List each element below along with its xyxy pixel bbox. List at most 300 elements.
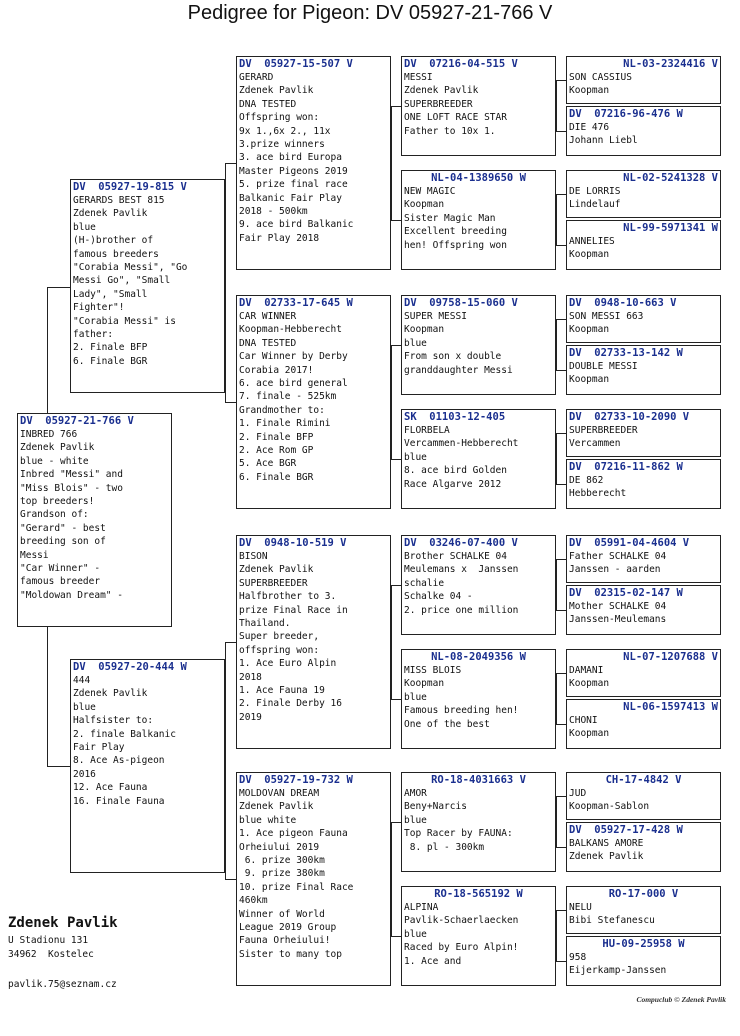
description-line: Vercammen xyxy=(569,438,621,450)
ring-number: DV 05991-04-4604 V xyxy=(569,537,690,549)
description-line: 5. prize final race xyxy=(239,179,348,191)
description-line: ONE LOFT RACE STAR xyxy=(404,112,507,124)
connector-line xyxy=(225,879,236,880)
bird-description xyxy=(567,185,720,212)
bird-description xyxy=(567,550,720,577)
description-line: (H-)brother of xyxy=(73,235,154,247)
description-line: "Car Winner" - xyxy=(20,563,101,575)
description-line: Master Pigeons 2019 xyxy=(239,165,348,177)
connector-line xyxy=(556,194,557,245)
pedigree-card-sire[interactable] xyxy=(70,179,225,393)
ring-number: DV 05927-20-444 W xyxy=(73,661,187,673)
description-line: GERARDS BEST 815 xyxy=(73,195,165,206)
ring-number: NL-03-2324416 V xyxy=(623,58,718,70)
description-line: 16. Finale Fauna xyxy=(73,795,165,807)
connector-line xyxy=(556,847,566,848)
bird-description xyxy=(567,787,720,814)
description-line: Koopman xyxy=(569,678,610,690)
bird-description xyxy=(567,664,720,691)
description-line: Inbred "Messi" and xyxy=(20,469,123,481)
description-line: blue xyxy=(404,691,427,703)
description-line: Koopman-Sablon xyxy=(569,801,650,813)
description-line: Grandmother to: xyxy=(239,404,325,416)
pedigree-card-g1[interactable] xyxy=(566,56,721,104)
description-line: Vercammen-Hebberecht xyxy=(404,438,519,450)
description-line: SUPER MESSI xyxy=(404,311,467,322)
connector-line xyxy=(391,936,401,937)
description-line: 6. Finale BGR xyxy=(73,355,148,367)
ring-number: DV 09758-15-060 V xyxy=(404,297,518,309)
connector-line xyxy=(556,673,566,674)
description-line: Fair Play 2018 xyxy=(239,232,320,244)
description-line: 8. Ace As-pigeon xyxy=(73,755,165,767)
description-line: Offspring won: xyxy=(239,112,320,124)
description-line: Messi xyxy=(20,549,49,561)
connector-line xyxy=(556,245,566,246)
pedigree-card-dss[interactable] xyxy=(401,535,556,635)
pedigree-card-dam-sire[interactable] xyxy=(236,535,391,749)
description-line: Father to 10x 1. xyxy=(404,125,496,137)
description-line: Zdenek Pavlik xyxy=(404,85,479,97)
description-line: Johann Liebl xyxy=(569,135,638,147)
description-line: Sister Magic Man xyxy=(404,212,496,224)
ring-number: DV 05927-15-507 V xyxy=(239,58,353,70)
pedigree-card-g13[interactable] xyxy=(566,772,721,820)
description-line: SUPERBREEDER xyxy=(404,98,473,110)
description-line: Janssen-Meulemans xyxy=(569,614,667,626)
pedigree-card-g8[interactable] xyxy=(566,459,721,509)
bird-description xyxy=(402,310,555,377)
breeder-email[interactable]: pavlik.75@seznam.cz xyxy=(8,979,117,990)
ring-number: DV 02733-13-142 W xyxy=(569,347,683,359)
description-line: Koopman xyxy=(569,324,610,336)
description-line: MOLDOVAN DREAM xyxy=(239,788,320,799)
description-line: DOUBLE MESSI xyxy=(569,361,638,372)
bird-description xyxy=(567,360,720,387)
description-line: Car Winner by Derby xyxy=(239,351,348,363)
description-line: 3. ace bird Europa xyxy=(239,152,342,164)
bird-description xyxy=(567,235,720,262)
pedigree-card-ssd[interactable] xyxy=(401,170,556,270)
description-line: ALPINA xyxy=(404,902,439,913)
description-line: 2. Finale BFP xyxy=(239,431,314,443)
breeder-name: Zdenek Pavlik xyxy=(8,915,118,931)
pedigree-card-g11[interactable] xyxy=(566,649,721,697)
ring-number: RO-18-4031663 V xyxy=(431,774,526,786)
ring-number: DV 02315-02-147 W xyxy=(569,587,683,599)
description-line: "Moldowan Dream" - xyxy=(20,589,123,601)
pedigree-card-sss[interactable] xyxy=(401,56,556,156)
connector-line xyxy=(391,345,392,459)
description-line: 2. Finale BFP xyxy=(73,342,148,354)
description-line: JUD xyxy=(569,788,587,799)
bird-description xyxy=(237,550,390,724)
description-line: "Corabia Messi", "Go xyxy=(73,262,188,274)
page-title: Pedigree for Pigeon: DV 05927-21-766 V xyxy=(187,2,553,24)
description-line: Koopman xyxy=(569,249,610,261)
description-line: Zdenek Pavlik xyxy=(569,851,644,863)
description-line: offspring won: xyxy=(239,644,320,656)
breeder-address-line-2: 34962 Kostelec xyxy=(8,949,94,960)
ring-number: DV 05927-19-732 W xyxy=(239,774,353,786)
description-line: Grandson of: xyxy=(20,509,89,521)
breeder-address-line-1: U Stadionu 131 xyxy=(8,935,89,946)
description-line: blue xyxy=(404,814,427,826)
description-line: SUPERBREEDER xyxy=(239,577,308,589)
pedigree-card-dam[interactable] xyxy=(70,659,225,873)
bird-description xyxy=(237,310,390,484)
description-line: Schalke 04 - xyxy=(404,591,473,603)
description-line: blue white xyxy=(239,814,297,826)
bird-description xyxy=(567,951,720,978)
connector-line xyxy=(556,80,566,81)
ring-number: RO-18-565192 W xyxy=(434,888,523,900)
ring-number: DV 05927-21-766 V xyxy=(20,415,134,427)
connector-line xyxy=(391,106,392,220)
pedigree-card-ddd[interactable] xyxy=(401,886,556,986)
bird-description xyxy=(402,185,555,252)
bird-description xyxy=(567,714,720,741)
description-line: "Corabia Messi" is xyxy=(73,315,176,327)
pedigree-card-subject[interactable] xyxy=(17,413,172,627)
ring-number: DV 0948-10-663 V xyxy=(569,297,677,309)
description-line: Zdenek Pavlik xyxy=(239,801,314,813)
bird-description xyxy=(567,474,720,501)
description-line: CHONI xyxy=(569,715,598,726)
description-line: 1. Finale Rimini xyxy=(239,418,331,430)
bird-description xyxy=(567,121,720,148)
description-line: FLORBELA xyxy=(404,425,450,436)
description-line: Orheiului 2019 xyxy=(239,841,320,853)
connector-line xyxy=(556,559,566,560)
description-line: BALKANS AMORE xyxy=(569,838,644,849)
connector-line xyxy=(556,910,566,911)
pedigree-card-sds[interactable] xyxy=(401,295,556,395)
description-line: Zdenek Pavlik xyxy=(73,208,148,220)
description-line: SON MESSI 663 xyxy=(569,311,644,322)
description-line: Fauna Orheiului! xyxy=(239,935,331,947)
description-line: Halfbrother to 3. xyxy=(239,591,337,603)
connector-line xyxy=(556,610,566,611)
description-line: Bibi Stefanescu xyxy=(569,915,655,927)
connector-line xyxy=(556,559,557,610)
description-line: 5. Ace BGR xyxy=(239,458,297,470)
bird-description xyxy=(402,424,555,491)
description-line: blue xyxy=(73,701,96,713)
bird-description xyxy=(18,428,171,602)
description-line: blue xyxy=(404,928,427,940)
description-line: DAMANI xyxy=(569,665,604,676)
description-line: blue xyxy=(404,451,427,463)
ring-number: DV 03246-07-400 V xyxy=(404,537,518,549)
connector-line xyxy=(556,319,557,370)
description-line: Raced by Euro Alpin! xyxy=(404,942,519,954)
bird-description xyxy=(71,674,224,808)
description-line: Thailand. xyxy=(239,618,291,630)
description-line: 1. Ace pigeon Fauna xyxy=(239,828,348,840)
description-line: Lindelauf xyxy=(569,199,621,211)
connector-line xyxy=(556,910,557,961)
ring-number: CH-17-4842 V xyxy=(605,774,682,786)
description-line: 10. prize Final Race xyxy=(239,881,354,893)
description-line: Koopman xyxy=(404,324,445,336)
ring-number: NL-99-5971341 W xyxy=(623,222,718,234)
description-line: 2. Ace Rom GP xyxy=(239,445,314,457)
description-line: "Miss Blois" - two xyxy=(20,482,123,494)
connector-line xyxy=(391,822,401,823)
description-line: One of the best xyxy=(404,718,490,730)
description-line: 2018 - 500km xyxy=(239,206,308,218)
description-line: Super breeder, xyxy=(239,631,320,643)
bird-description xyxy=(402,71,555,138)
description-line: Race Algarve 2012 xyxy=(404,478,502,490)
description-line: 6. prize 300km xyxy=(239,855,325,867)
connector-line xyxy=(391,585,392,699)
bird-description xyxy=(402,550,555,617)
description-line: 444 xyxy=(73,675,91,686)
description-line: famous breeders xyxy=(73,248,159,260)
description-line: 460km xyxy=(239,895,268,907)
ring-number: DV 0948-10-519 V xyxy=(239,537,347,549)
connector-line xyxy=(225,163,236,164)
ring-number: NL-07-1207688 V xyxy=(623,651,718,663)
ring-number: SK 01103-12-405 xyxy=(404,411,506,423)
ring-number: DV 07216-11-862 W xyxy=(569,461,683,473)
connector-line xyxy=(556,961,566,962)
description-line: 8. pl - 300km xyxy=(404,841,485,853)
description-line: Koopman xyxy=(569,85,610,97)
pedigree-card-g14[interactable] xyxy=(566,822,721,872)
bird-description xyxy=(402,901,555,968)
connector-line xyxy=(47,766,70,767)
description-line: DE LORRIS xyxy=(569,186,621,197)
description-line: Koopman xyxy=(404,199,445,211)
connector-line xyxy=(391,585,401,586)
description-line: 2. finale Balkanic xyxy=(73,728,176,740)
description-line: Famous breeding hen! xyxy=(404,705,519,717)
description-line: Winner of World xyxy=(239,908,325,920)
bird-description xyxy=(402,787,555,854)
description-line: Balkanic Fair Play xyxy=(239,192,342,204)
description-line: NELU xyxy=(569,902,592,913)
description-line: MISS BLOIS xyxy=(404,665,462,676)
description-line: Lady", "Small xyxy=(73,288,148,300)
description-line: Beny+Narcis xyxy=(404,801,467,813)
pedigree-card-g15[interactable] xyxy=(566,886,721,934)
description-line: 9. prize 380km xyxy=(239,868,325,880)
connector-line xyxy=(391,220,401,221)
description-line: Halfsister to: xyxy=(73,715,154,727)
breeder-info xyxy=(8,912,118,992)
description-line: breeding son of xyxy=(20,536,106,548)
connector-line xyxy=(225,642,236,643)
description-line: 6. Finale BGR xyxy=(239,471,314,483)
pedigree-card-dam-dam[interactable] xyxy=(236,772,391,986)
connector-line xyxy=(225,642,226,879)
description-line: SON CASSIUS xyxy=(569,72,632,83)
description-line: Corabia 2017! xyxy=(239,364,314,376)
pedigree-card-g12[interactable] xyxy=(566,699,721,749)
bird-description xyxy=(237,71,390,245)
description-line: AMOR xyxy=(404,788,427,799)
connector-line xyxy=(556,319,566,320)
connector-line xyxy=(556,484,566,485)
pedigree-card-g4[interactable] xyxy=(566,220,721,270)
description-line: Meulemans x Janssen xyxy=(404,564,519,576)
description-line: 2016 xyxy=(73,768,96,780)
description-line: 2018 xyxy=(239,671,262,683)
connector-line xyxy=(225,402,236,403)
connector-line xyxy=(47,287,48,413)
ring-number: DV 05927-19-815 V xyxy=(73,181,187,193)
description-line: Zdenek Pavlik xyxy=(239,564,314,576)
connector-line xyxy=(556,194,566,195)
bird-description xyxy=(567,600,720,627)
description-line: Zdenek Pavlik xyxy=(73,688,148,700)
description-line: GERARD xyxy=(239,72,274,83)
description-line: Father SCHALKE 04 xyxy=(569,551,667,562)
connector-line xyxy=(556,724,566,725)
description-line: 9. ace bird Balkanic xyxy=(239,219,354,231)
description-line: League 2019 Group xyxy=(239,922,337,934)
description-line: Zdenek Pavlik xyxy=(20,442,95,454)
description-line: schalie xyxy=(404,577,445,589)
description-line: Brother SCHALKE 04 xyxy=(404,551,507,562)
description-line: Sister to many top xyxy=(239,948,342,960)
description-line: SUPERBREEDER xyxy=(569,425,638,436)
description-line: 1. Ace Euro Alpin xyxy=(239,658,337,670)
bird-description xyxy=(567,424,720,451)
description-line: Koopman-Hebberecht xyxy=(239,324,342,336)
description-line: 7. finale - 525km xyxy=(239,391,337,403)
connector-line xyxy=(556,131,566,132)
pedigree-card-dds[interactable] xyxy=(401,772,556,872)
description-line: top breeders! xyxy=(20,496,95,508)
description-line: 6. ace bird general xyxy=(239,378,348,390)
pedigree-card-g7[interactable] xyxy=(566,409,721,457)
description-line: "Gerard" - best xyxy=(20,522,106,534)
description-line: Koopman xyxy=(569,728,610,740)
pedigree-card-g10[interactable] xyxy=(566,585,721,635)
description-line: 2. price one million xyxy=(404,604,519,616)
bird-description xyxy=(567,310,720,337)
bird-description xyxy=(567,71,720,98)
connector-line xyxy=(391,699,401,700)
description-line: Mother SCHALKE 04 xyxy=(569,601,667,612)
description-line: ANNELIES xyxy=(569,236,615,247)
connector-line xyxy=(47,287,70,288)
pedigree-card-g9[interactable] xyxy=(566,535,721,583)
description-line: 2019 xyxy=(239,711,262,723)
description-line: Messi Go", "Small xyxy=(73,275,171,287)
bird-description xyxy=(402,664,555,731)
description-line: 12. Ace Fauna xyxy=(73,782,148,794)
description-line: Eijerkamp-Janssen xyxy=(569,965,667,977)
connector-line xyxy=(556,796,566,797)
description-line: Top Racer by FAUNA: xyxy=(404,828,513,840)
connector-line xyxy=(556,80,557,131)
connector-line xyxy=(391,106,401,107)
description-line: Koopman xyxy=(404,678,445,690)
description-line: INBRED 766 xyxy=(20,429,78,440)
description-line: hen! Offspring won xyxy=(404,239,507,251)
pedigree-card-g6[interactable] xyxy=(566,345,721,395)
description-line: NEW MAGIC xyxy=(404,186,456,197)
description-line: blue xyxy=(73,221,96,233)
description-line: Pavlik-Schaerlaecken xyxy=(404,915,519,927)
description-line: 2. Finale Derby 16 xyxy=(239,698,342,710)
description-line: prize Final Race in xyxy=(239,604,348,616)
description-line: Koopman xyxy=(569,374,610,386)
description-line: DE 862 xyxy=(569,475,604,486)
description-line: DNA TESTED xyxy=(239,98,297,110)
description-line: Fair Play xyxy=(73,742,125,754)
description-line: From son x double xyxy=(404,351,502,363)
ring-number: DV 07216-04-515 V xyxy=(404,58,518,70)
description-line: blue - white xyxy=(20,455,89,467)
pedigree-card-g16[interactable] xyxy=(566,936,721,986)
description-line: blue xyxy=(404,337,427,349)
ring-number: NL-06-1597413 W xyxy=(623,701,718,713)
connector-line xyxy=(225,163,226,402)
pedigree-card-g5[interactable] xyxy=(566,295,721,343)
description-line: BISON xyxy=(239,551,268,562)
bird-description xyxy=(567,901,720,928)
ring-number: NL-04-1389650 W xyxy=(431,172,526,184)
description-line: 8. ace bird Golden xyxy=(404,465,507,477)
pedigree-card-g3[interactable] xyxy=(566,170,721,218)
connector-line xyxy=(556,370,566,371)
description-line: CAR WINNER xyxy=(239,311,297,322)
ring-number: DV 02733-10-2090 V xyxy=(569,411,690,423)
ring-number: DV 05927-17-428 W xyxy=(569,824,683,836)
description-line: 1. Ace and xyxy=(404,955,462,967)
footer-credit: Compuclub © Zdenek Pavlik xyxy=(636,995,726,1004)
description-line: 1. Ace Fauna 19 xyxy=(239,685,325,697)
description-line: granddaughter Messi xyxy=(404,364,513,376)
pedigree-card-dsd[interactable] xyxy=(401,649,556,749)
description-line: 958 xyxy=(569,952,587,963)
connector-line xyxy=(391,822,392,936)
pedigree-card-sire-dam[interactable] xyxy=(236,295,391,509)
description-line: Hebberecht xyxy=(569,488,627,500)
description-line: Excellent breeding xyxy=(404,226,507,238)
connector-line xyxy=(556,796,557,847)
description-line: Zdenek Pavlik xyxy=(239,85,314,97)
pedigree-card-g2[interactable] xyxy=(566,106,721,156)
connector-line xyxy=(556,433,557,484)
ring-number: NL-02-5241328 V xyxy=(623,172,718,184)
connector-line xyxy=(556,673,557,724)
description-line: MESSI xyxy=(404,72,433,83)
ring-number: RO-17-000 V xyxy=(608,888,679,900)
bird-description xyxy=(567,837,720,864)
connector-line xyxy=(47,627,48,766)
pedigree-card-sire-sire[interactable] xyxy=(236,56,391,270)
description-line: famous breeder xyxy=(20,576,101,588)
bird-description xyxy=(71,194,224,368)
ring-number: NL-08-2049356 W xyxy=(431,651,526,663)
description-line: Janssen - aarden xyxy=(569,564,661,576)
pedigree-card-sdd[interactable] xyxy=(401,409,556,509)
description-line: 3.prize winners xyxy=(239,139,325,151)
description-line: DIE 476 xyxy=(569,122,610,133)
ring-number: DV 02733-17-645 W xyxy=(239,297,353,309)
connector-line xyxy=(556,433,566,434)
connector-line xyxy=(391,345,401,346)
description-line: Fighter"! xyxy=(73,302,125,314)
ring-number: HU-09-25958 W xyxy=(602,938,685,950)
